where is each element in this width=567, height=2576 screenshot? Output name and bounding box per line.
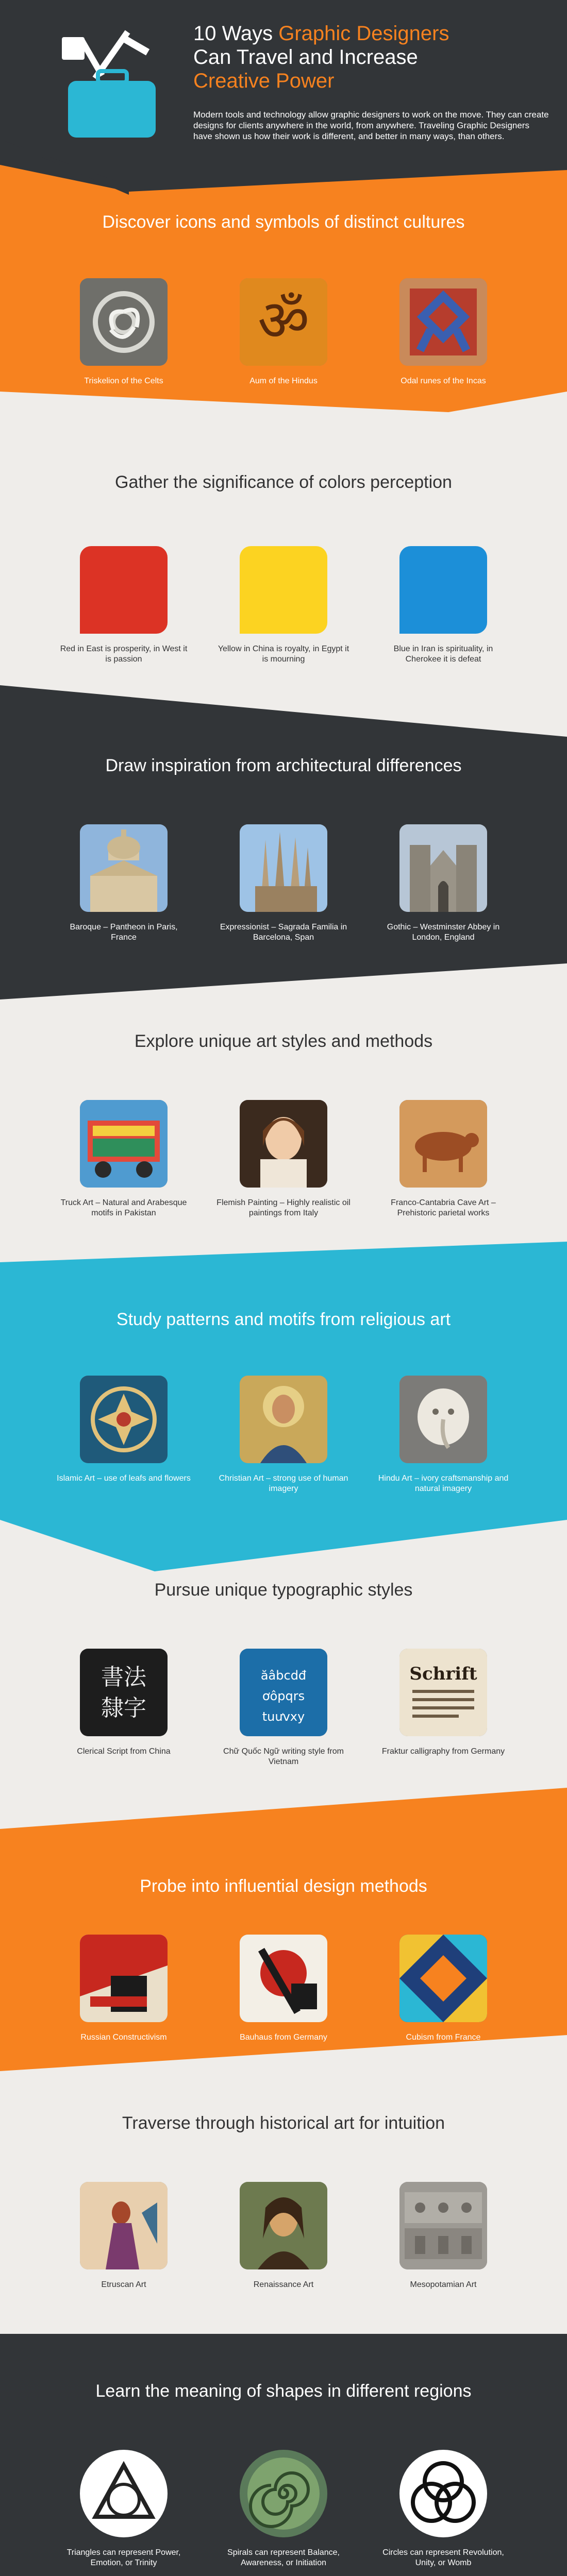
truck-art-icon bbox=[80, 1100, 168, 1188]
caption-christian: Christian Art – strong use of human imagery bbox=[219, 1474, 348, 1493]
caption-blue: Blue in Iran is spirituality, in Cherokee it is defeat bbox=[393, 645, 493, 664]
caption-sagrada: Expressionist – Sagrada Familia in Barcelona, Span bbox=[220, 923, 347, 942]
item-fraktur bbox=[366, 1649, 521, 1757]
caption-cubism: Cubism from France bbox=[406, 2033, 481, 2042]
header-title bbox=[193, 22, 533, 93]
item-renaissance bbox=[206, 2182, 361, 2290]
caption-spirals: Spirals can represent Balance, Awareness, or Initiation bbox=[227, 2548, 340, 2567]
caption-hindu: Hindu Art – ivory craftsmanship and natural imagery bbox=[378, 1474, 509, 1493]
section-title-symbols: Discover icons and symbols of distinct cultures bbox=[102, 212, 465, 232]
section-title-art-styles: Explore unique art styles and methods bbox=[134, 1031, 433, 1051]
item-vietnamese bbox=[206, 1649, 361, 1767]
svg-text:Schrift: Schrift bbox=[409, 1664, 477, 1684]
svg-text:ơôpqrs: ơôpqrs bbox=[262, 1689, 305, 1703]
section-title-colors: Gather the significance of colors perception bbox=[115, 472, 452, 492]
item-constructivism bbox=[46, 1935, 201, 2043]
item-christian bbox=[206, 1376, 361, 1494]
item-spirals bbox=[206, 2450, 361, 2568]
caption-triangles: Triangles can represent Power, Emotion, or Trinity bbox=[66, 2548, 181, 2567]
odal-rune-icon bbox=[399, 278, 487, 366]
sagrada-familia-icon bbox=[240, 824, 327, 912]
svg-text:ăâbcdđ: ăâbcdđ bbox=[260, 1668, 307, 1683]
cubism-pattern-icon bbox=[399, 1935, 487, 2022]
header-intro: Modern tools and technology allow graphic designers to work on the move. They can create designs for clients anywhere in the world, from anywhere. Traveling Graphic Designers have shown us how their work is different, and better in many ways, than others. bbox=[193, 110, 549, 141]
item-aum bbox=[206, 278, 361, 386]
item-islamic bbox=[46, 1376, 201, 1484]
spiral-icon bbox=[240, 2450, 327, 2537]
item-triangles bbox=[46, 2450, 201, 2568]
section-title-religious-art: Study patterns and motifs from religious art bbox=[116, 1310, 451, 1329]
item-triskelion bbox=[46, 278, 201, 386]
section-title-shapes: Learn the meaning of shapes in different regions bbox=[95, 2381, 472, 2401]
triskelion-icon bbox=[80, 278, 168, 366]
caption-red: Red in East is prosperity, in West it is passion bbox=[60, 645, 188, 664]
cave-art-icon bbox=[399, 1100, 487, 1188]
item-flemish bbox=[206, 1100, 361, 1218]
caption-fraktur: Fraktur calligraphy from Germany bbox=[381, 1747, 505, 1756]
ganesha-ivory-icon bbox=[399, 1376, 487, 1463]
triple-circles-icon bbox=[399, 2450, 487, 2537]
section-title-typography: Pursue unique typographic styles bbox=[154, 1580, 413, 1600]
caption-pantheon: Baroque – Pantheon in Paris, France bbox=[70, 923, 178, 942]
caption-aum: Aum of the Hindus bbox=[249, 377, 318, 385]
item-etruscan bbox=[46, 2182, 201, 2290]
aum-icon bbox=[240, 278, 327, 366]
caption-islamic: Islamic Art – use of leafs and flowers bbox=[57, 1474, 191, 1483]
item-hindu bbox=[366, 1376, 521, 1494]
caption-westminster: Gothic – Westminster Abbey in London, England bbox=[387, 923, 500, 942]
mesopotamian-relief-icon bbox=[399, 2182, 487, 2269]
christian-mosaic-icon bbox=[240, 1376, 327, 1463]
clerical-script-icon bbox=[80, 1649, 168, 1736]
item-westminster bbox=[366, 824, 521, 943]
caption-yellow: Yellow in China is royalty, in Egypt it is mourning bbox=[218, 645, 349, 664]
westminster-abbey-icon bbox=[399, 824, 487, 912]
item-sagrada bbox=[206, 824, 361, 943]
item-truck-art bbox=[46, 1100, 201, 1218]
item-pantheon bbox=[46, 824, 201, 943]
svg-text:書法: 書法 bbox=[101, 1664, 146, 1690]
svg-text:tuưvxy: tuưvxy bbox=[262, 1709, 305, 1724]
vietnamese-alphabet-icon bbox=[240, 1649, 327, 1736]
item-clerical bbox=[46, 1649, 201, 1757]
caption-triskelion: Triskelion of the Celts bbox=[84, 377, 163, 385]
blue-swatch bbox=[399, 546, 487, 634]
caption-cave-art: Franco-Cantabria Cave Art – Prehistoric parietal works bbox=[391, 1198, 496, 1217]
caption-etruscan: Etruscan Art bbox=[101, 2280, 146, 2289]
item-circles bbox=[366, 2450, 521, 2568]
caption-flemish: Flemish Painting – Highly realistic oil paintings from Italy bbox=[216, 1198, 351, 1217]
svg-text:ॐ: ॐ bbox=[257, 287, 310, 353]
section-title-architecture: Draw inspiration from architectural differences bbox=[105, 756, 462, 775]
item-bauhaus bbox=[206, 1935, 361, 2043]
suitcase-with-pencils-icon bbox=[46, 22, 170, 145]
caption-vietnamese: Chữ Quốc Ngữ writing style from Vietnam bbox=[223, 1747, 344, 1766]
caption-bauhaus: Bauhaus from Germany bbox=[240, 2033, 327, 2042]
item-yellow bbox=[206, 546, 361, 665]
caption-circles: Circles can represent Revolution, Unity, or Womb bbox=[382, 2548, 504, 2567]
etruscan-fresco-icon bbox=[80, 2182, 168, 2269]
bauhaus-poster-icon bbox=[240, 1935, 327, 2022]
flemish-painting-icon bbox=[240, 1100, 327, 1188]
caption-renaissance: Renaissance Art bbox=[253, 2280, 314, 2289]
header bbox=[0, 0, 567, 196]
triangle-knot-icon bbox=[80, 2450, 168, 2537]
title-part2: Can Travel and Increase bbox=[193, 46, 418, 69]
caption-clerical: Clerical Script from China bbox=[77, 1747, 171, 1756]
caption-odal: Odal runes of the Incas bbox=[401, 377, 486, 385]
constructivism-poster-icon bbox=[80, 1935, 168, 2022]
item-odal bbox=[366, 278, 521, 386]
pantheon-icon bbox=[80, 824, 168, 912]
section-title-design-methods: Probe into influential design methods bbox=[140, 1876, 427, 1896]
title-highlight2: Creative Power bbox=[193, 70, 335, 92]
item-mesopotamian bbox=[366, 2182, 521, 2290]
caption-truck-art: Truck Art – Natural and Arabesque motifs in Pakistan bbox=[60, 1198, 187, 1217]
item-blue bbox=[366, 546, 521, 665]
red-swatch bbox=[80, 546, 168, 634]
item-red bbox=[46, 546, 201, 665]
fraktur-icon bbox=[399, 1649, 487, 1736]
mona-lisa-icon bbox=[240, 2182, 327, 2269]
islamic-pattern-icon bbox=[80, 1376, 168, 1463]
section-title-historical-art: Traverse through historical art for intuition bbox=[122, 2113, 445, 2133]
title-highlight1: Graphic Designers bbox=[278, 22, 449, 45]
caption-mesopotamian: Mesopotamian Art bbox=[410, 2280, 477, 2289]
caption-constructivism: Russian Constructivism bbox=[80, 2033, 167, 2042]
yellow-swatch bbox=[240, 546, 327, 634]
item-cave-art bbox=[366, 1100, 521, 1218]
item-cubism bbox=[366, 1935, 521, 2043]
title-part1: 10 Ways bbox=[193, 22, 279, 45]
svg-text:隸字: 隸字 bbox=[101, 1695, 146, 1721]
